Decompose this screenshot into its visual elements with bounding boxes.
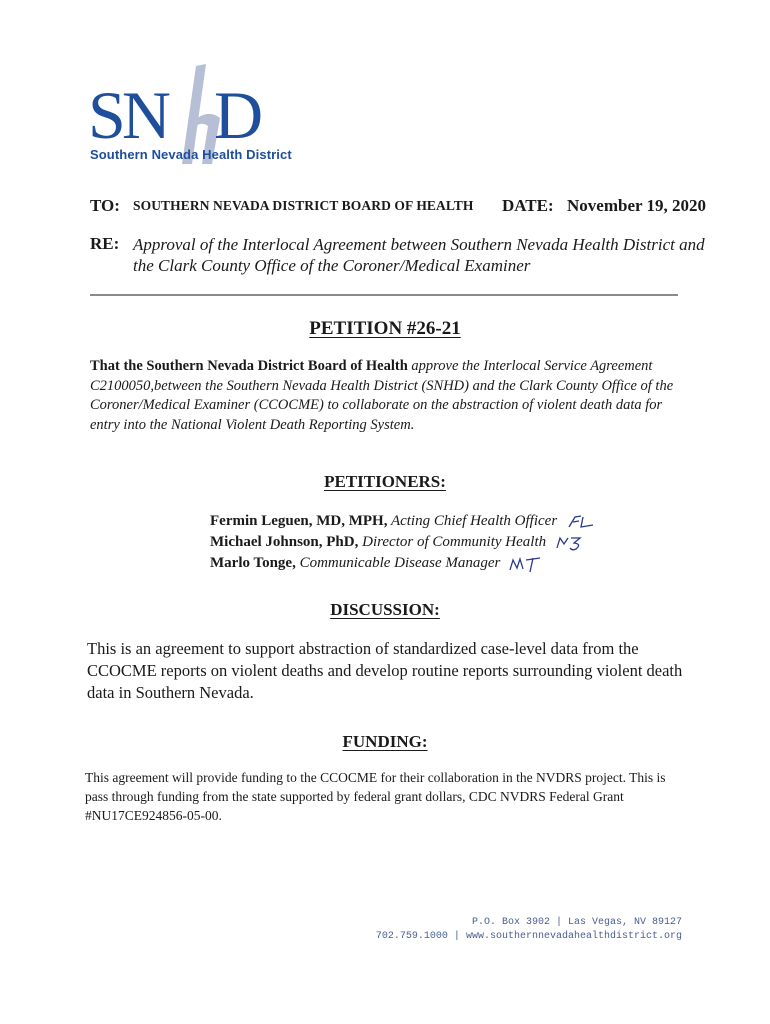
- svg-text:SN: SN: [88, 77, 167, 153]
- snhd-logo: [88, 62, 292, 172]
- petitioner-row: [210, 511, 670, 532]
- petitioners-list: [210, 511, 670, 574]
- footer-address: P.O. Box 3902 | Las Vegas, NV 89127: [471, 917, 682, 928]
- date-label: DATE:: [502, 196, 554, 215]
- petitioner-row: [210, 553, 670, 574]
- to-line: [90, 196, 706, 220]
- petitioners-title: PETITIONERS:: [324, 472, 446, 491]
- re-label: RE:: [90, 234, 120, 253]
- footer-contact: [360, 916, 682, 944]
- petition-text: approve the Interlocal Service Agreement C2100050,between the Southern Nevada Health District (SNHD) and the Clark County Office of the Coroner/Medical Examiner (CCOCME) to collaborate on the abstraction of violent death data for entry into the National Violent Death Reporting System.: [90, 358, 674, 433]
- petition-body: [90, 357, 690, 435]
- petitioner-name: Michael Johnson, PhD,: [210, 534, 359, 550]
- header-divider: [90, 294, 678, 296]
- petitioner-role: Director of Community Health: [358, 534, 547, 550]
- handwritten-initials: [565, 513, 599, 531]
- to-recipient: SOUTHERN NEVADA DISTRICT BOARD OF HEALTH: [133, 198, 474, 213]
- discussion-body: This is an agreement to support abstraction of standardized case-level data from the CCOCME reports on violent deaths and develop routine reports surrounding violent death data in Southern Nevada.: [87, 639, 683, 702]
- funding-body: This agreement will provide funding to the CCOCME for their collaboration in the NVDRS project. This is pass through funding from the state supported by federal grant dollars, CDC NVDRS Federal Grant #NU17CE924856-05-00.: [85, 770, 666, 823]
- logo-subtitle: Southern Nevada Health District: [90, 147, 292, 162]
- petitioner-name: Marlo Tonge,: [210, 555, 296, 571]
- re-subject: Approval of the Interlocal Agreement between Southern Nevada Health District and the Clark County Office of the Coroner/Medical Examiner: [133, 235, 705, 275]
- discussion-title: DISCUSSION:: [330, 600, 440, 619]
- petitioner-role: Communicable Disease Manager: [295, 555, 501, 571]
- handwritten-initials: [508, 554, 544, 574]
- footer-phone: 702.759.1000: [375, 931, 448, 942]
- footer-phone-web-line: [360, 930, 682, 944]
- funding-title: FUNDING:: [342, 732, 428, 751]
- footer-website-link[interactable]: www.southernnevadahealthdistrict.org: [465, 931, 682, 942]
- petition-lead: That the Southern Nevada District Board of Health: [90, 358, 408, 374]
- petition-title: PETITION #26-21: [309, 318, 461, 339]
- to-label: TO:: [90, 196, 120, 215]
- petitioner-role: Acting Chief Health Officer: [387, 513, 558, 529]
- footer-separator: |: [453, 931, 460, 942]
- petitioner-name: Fermin Leguen, MD, MPH,: [210, 513, 388, 529]
- date-value: November 19, 2020: [567, 196, 706, 215]
- petitioner-row: [210, 532, 670, 553]
- handwritten-initials: [554, 534, 584, 552]
- svg-text:D: D: [214, 77, 264, 153]
